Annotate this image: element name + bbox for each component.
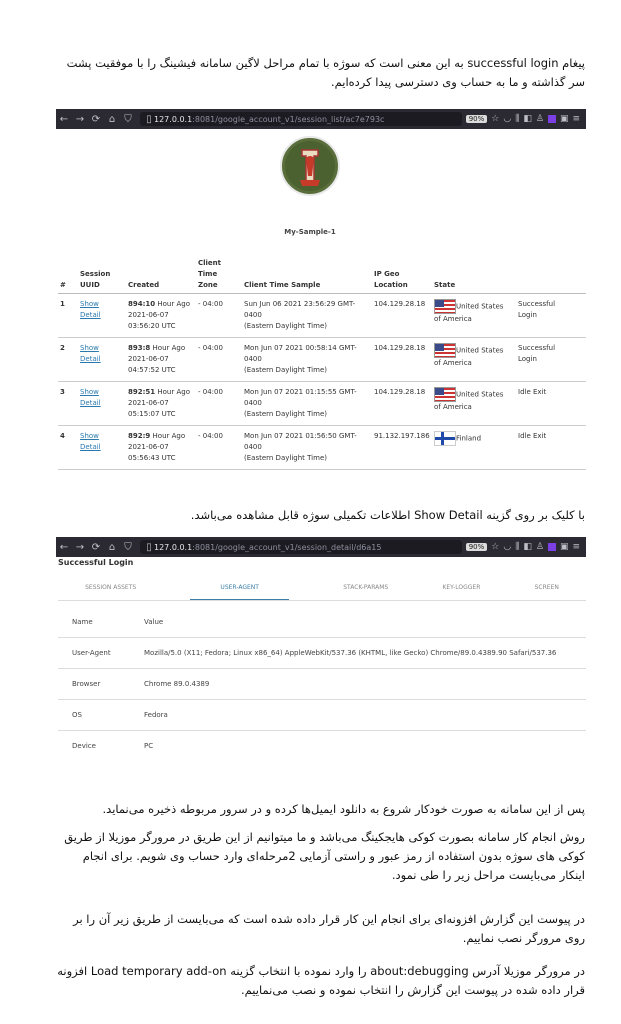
row-num: 4 [58, 426, 78, 470]
back-icon[interactable]: ← [59, 113, 69, 125]
timezone-cell: - 04:00 [196, 338, 242, 382]
sample-name: My-Sample-1 [284, 228, 336, 236]
row-num: 3 [58, 382, 78, 426]
detail-table [58, 607, 586, 761]
location-cell: United States of America [432, 382, 516, 426]
url-path: :8081/google_account_v1/session_list/ac7e793c [192, 114, 385, 124]
show-detail-link[interactable]: Show Detail [78, 426, 126, 470]
table-row [58, 338, 586, 382]
state-cell: Successful Login [516, 294, 586, 338]
created-cell: 892:9 Hour Ago 2021-06-07 05:56:43 UTC [126, 426, 196, 470]
detail-value: Mozilla/5.0 (X11; Fedora; Linux x86_64) AppleWebKit/537.36 (KHTML, like Gecko) Chrome/89.0.4389.90 Safari/537.36 [143, 638, 586, 669]
reload-icon[interactable]: ⟳ [91, 113, 101, 125]
table-row [58, 294, 586, 338]
created-cell: 892:51 Hour Ago 2021-06-07 05:15:07 UTC [126, 382, 196, 426]
detail-key: OS [58, 700, 143, 731]
state-cell: Successful Login [516, 338, 586, 382]
time-sample-cell: Mon Jun 07 2021 01:56:50 GMT-0400 (Eastern Daylight Time) [242, 426, 372, 470]
address-bar[interactable] [140, 112, 462, 126]
zoom-badge[interactable]: 90% [466, 543, 488, 551]
table-header-row [58, 256, 586, 294]
col-timezone: Client Time Zone [196, 256, 242, 294]
bookmark-star-icon[interactable]: ☆ [491, 542, 500, 552]
zoom-badge[interactable]: 90% [466, 115, 488, 123]
table-row [58, 638, 586, 669]
sample-logo [278, 136, 342, 226]
table-row [58, 607, 586, 638]
tab-session-assets[interactable]: SESSION ASSETS [85, 584, 137, 591]
detail-key: User-Agent [58, 638, 143, 669]
col-created: Created [126, 256, 196, 294]
page-icon: ▯ [146, 541, 152, 553]
table-row [58, 426, 586, 470]
created-cell: 894:10 Hour Ago 2021-06-07 03:56:20 UTC [126, 294, 196, 338]
menu-icon[interactable]: ≡ [572, 542, 580, 552]
finland-flag-icon [434, 431, 456, 446]
middle-paragraph: با کلیک بر روی گزینه Show Detail اطلاعات تکمیلی سوژه قابل مشاهده می‌باشد. [190, 508, 585, 522]
paragraph-1: پس از این سامانه به صورت خودکار شروع به دانلود ایمیل‌ها کرده و در سرور مربوطه ذخیره می‌نماید. [102, 802, 585, 816]
extension-purple-icon[interactable] [548, 115, 556, 123]
tab-stack-params[interactable]: STACK-PARAMS [343, 584, 389, 591]
col-uuid: Session UUID [78, 256, 126, 294]
detail-key: Name [72, 618, 93, 626]
location-cell: Finland [432, 426, 516, 470]
timezone-cell: - 04:00 [196, 426, 242, 470]
ip-cell: 91.132.197.186 [372, 426, 432, 470]
time-sample-cell: Mon Jun 07 2021 01:15:55 GMT-0400 (Eastern Daylight Time) [242, 382, 372, 426]
detail-tabs [58, 580, 586, 601]
ip-cell: 104.129.28.18 [372, 294, 432, 338]
forward-icon[interactable]: → [75, 541, 85, 553]
browser-toolbar-2 [56, 537, 586, 557]
time-sample-cell: Mon Jun 07 2021 00:58:14 GMT-0400 (Eastern Daylight Time) [242, 338, 372, 382]
show-detail-link[interactable]: Show Detail [78, 338, 126, 382]
col-num: # [58, 256, 78, 294]
row-num: 1 [58, 294, 78, 338]
paragraph-4: در مرورگر موزیلا آدرس about:debugging را وارد نموده با انتخاب گزینه Load temporary add-on افزونه قرار داده شده در پیوست این گزارش را انتخاب نموده و نصب می‌نماییم. [57, 964, 585, 997]
ip-cell: 104.129.28.18 [372, 338, 432, 382]
home-icon[interactable]: ⌂ [108, 541, 116, 553]
detail-value: Value [144, 618, 164, 626]
shield-icon[interactable]: ⛉ [124, 541, 132, 553]
url-path: :8081/google_account_v1/session_detail/d6a15 [192, 542, 382, 552]
address-bar[interactable] [140, 540, 462, 554]
browser-toolbar [56, 109, 586, 129]
us-flag-icon [434, 299, 456, 314]
paragraph-2: روش انجام کار سامانه بصورت کوکی هایجکینگ می‌باشد و ما میتوانیم از این طریق در مرورگر موزیلا از طریق کوکی های سوژه بدون استفاده از رمز عبور و راستی آزمایی 2مرحله‌ای وارد حساب وی شویم. برای انجام اینکار می‌بایست مراحل زیر را طی نمود. [64, 830, 585, 882]
page-icon: ▯ [146, 113, 152, 125]
intro-paragraph: پیغام successful login به این معنی است که سوژه با تمام مراحل لاگین سامانه فیشینگ را با موفقیت پشت سر گذاشته و ما به حساب وی دسترسی پیدا کرده‌ایم. [66, 56, 585, 89]
extension-box-icon[interactable]: ▣ [559, 542, 569, 552]
detail-value: Chrome 89.0.4389 [143, 669, 586, 700]
forward-icon[interactable]: → [75, 113, 85, 125]
time-sample-cell: Sun Jun 06 2021 23:56:29 GMT-0400 (Eastern Daylight Time) [242, 294, 372, 338]
location-cell: United States of America [432, 294, 516, 338]
show-detail-link[interactable]: Show Detail [78, 294, 126, 338]
home-icon[interactable]: ⌂ [108, 113, 116, 125]
reload-icon[interactable]: ⟳ [91, 541, 101, 553]
bookmark-star-icon[interactable]: ☆ [491, 114, 500, 124]
location-cell: United States of America [432, 338, 516, 382]
extension-icon[interactable]: ♙ [535, 114, 544, 124]
menu-icon[interactable]: ≡ [572, 114, 580, 124]
table-row [58, 731, 586, 762]
us-flag-icon [434, 387, 456, 402]
created-cell: 893:8 Hour Ago 2021-06-07 04:57:52 UTC [126, 338, 196, 382]
us-flag-icon [434, 343, 456, 358]
state-cell: Idle Exit [516, 426, 586, 470]
detail-value: PC [143, 731, 586, 762]
back-icon[interactable]: ← [59, 541, 69, 553]
extension-box-icon[interactable]: ▣ [559, 114, 569, 124]
col-result [516, 256, 586, 294]
detail-key: Device [58, 731, 143, 762]
tab-user-agent[interactable]: USER-AGENT [190, 580, 289, 600]
url-host: 127.0.0.1 [154, 114, 193, 124]
tab-screen[interactable]: SCREEN [534, 584, 559, 591]
sidebar-icon[interactable]: ◧ [523, 542, 532, 552]
pocket-icon[interactable]: ◡ [503, 542, 512, 552]
tab-key-logger[interactable]: KEY-LOGGER [442, 584, 481, 591]
col-time-sample: Client Time Sample [242, 256, 372, 294]
show-detail-link[interactable]: Show Detail [78, 382, 126, 426]
url-host: 127.0.0.1 [154, 542, 193, 552]
shield-icon[interactable]: ⛉ [124, 113, 132, 125]
timezone-cell: - 04:00 [196, 294, 242, 338]
sidebar-icon[interactable]: ◧ [523, 114, 532, 124]
session-table [58, 256, 586, 470]
col-state: State [432, 256, 516, 294]
library-icon[interactable]: ⫼ [515, 542, 520, 552]
state-cell: Idle Exit [516, 382, 586, 426]
table-row [58, 382, 586, 426]
detail-title: Successful Login [58, 558, 134, 567]
ip-cell: 104.129.28.18 [372, 382, 432, 426]
timezone-cell: - 04:00 [196, 382, 242, 426]
col-ip: IP Geo Location [372, 256, 432, 294]
row-num: 2 [58, 338, 78, 382]
paragraph-3: در پیوست این گزارش افزونه‌ای برای انجام این کار قرار داده شده است که می‌بایست از طریق زیر آن را بر روی مرورگر نصب نماییم. [73, 912, 585, 945]
library-icon[interactable]: ⫼ [515, 114, 520, 124]
detail-key: Browser [58, 669, 143, 700]
extension-purple-icon[interactable] [548, 543, 556, 551]
pocket-icon[interactable]: ◡ [503, 114, 512, 124]
table-row [58, 669, 586, 700]
detail-value: Fedora [143, 700, 586, 731]
table-row [58, 700, 586, 731]
extension-icon[interactable]: ♙ [535, 542, 544, 552]
